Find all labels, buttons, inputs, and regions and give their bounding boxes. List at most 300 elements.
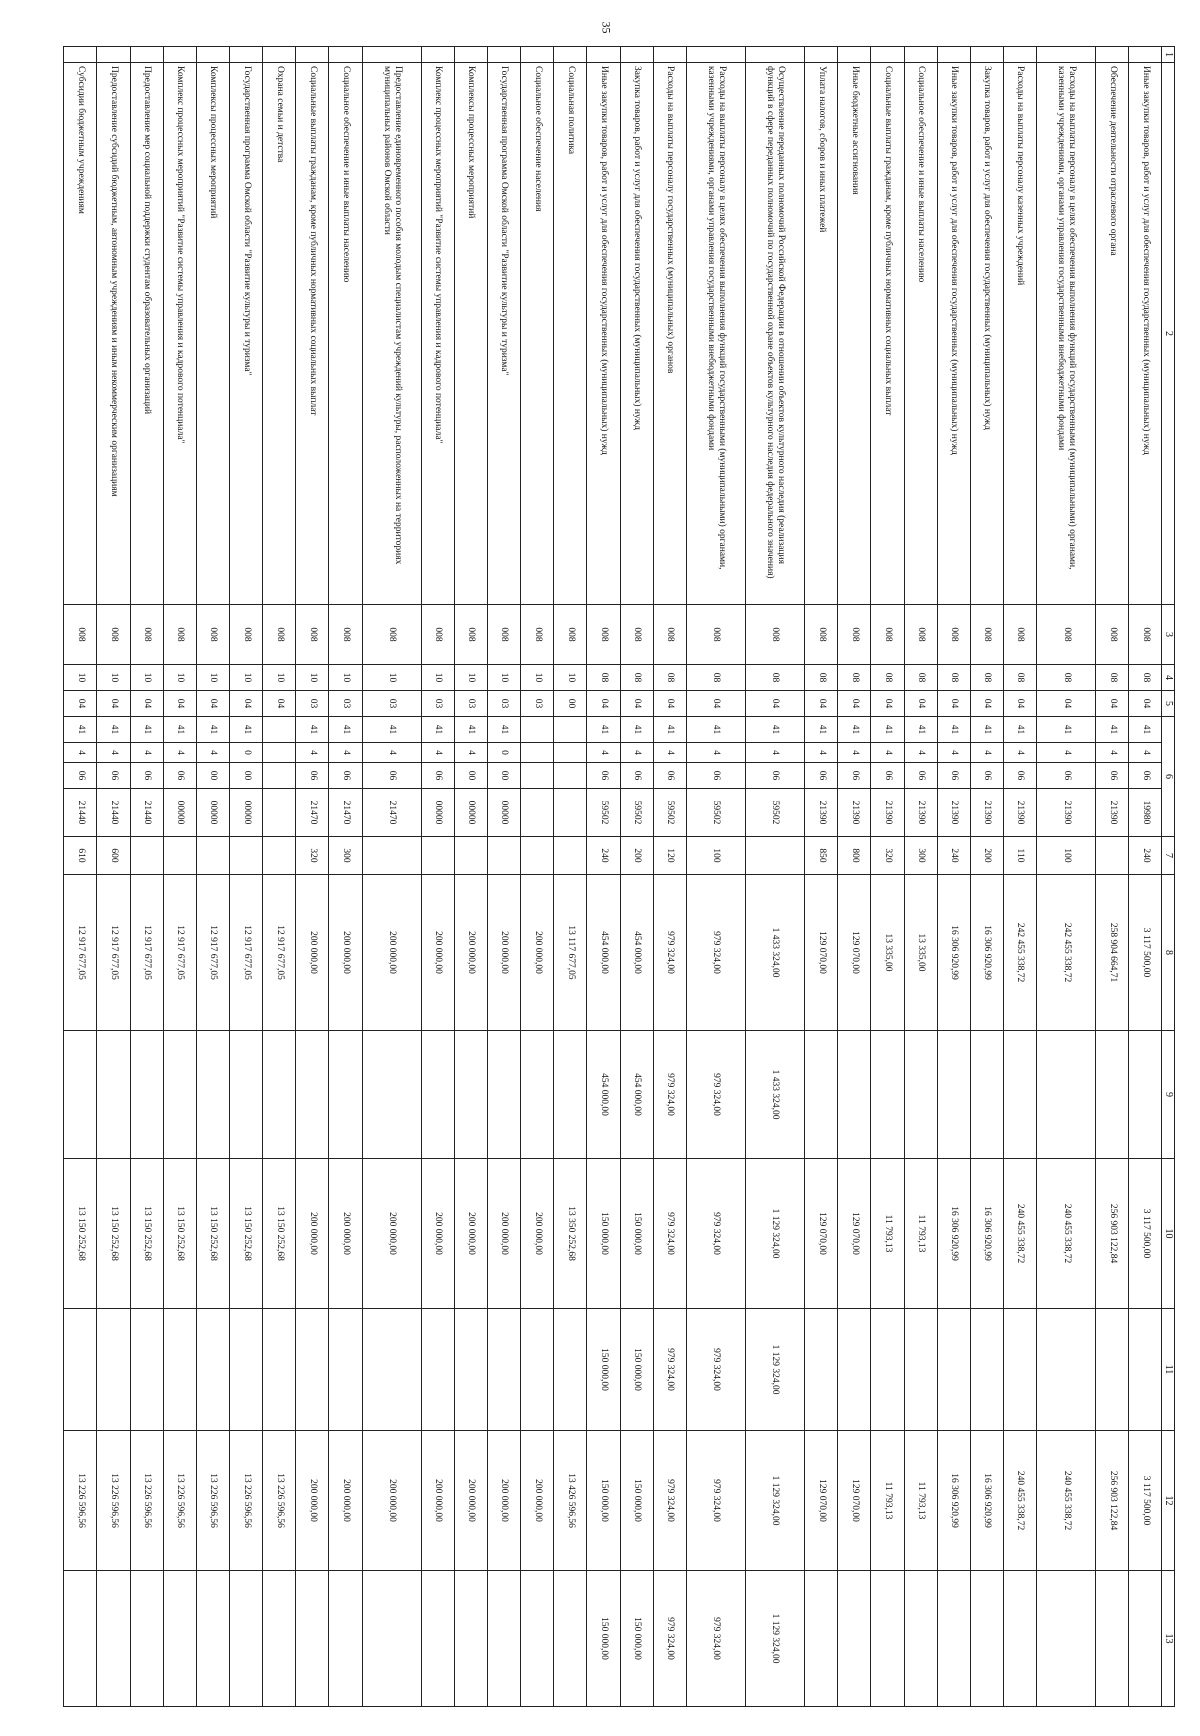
amount-col-11 [871,1309,904,1431]
code-expense-type [454,837,487,875]
amount-col-9: 979 324,00 [686,1031,745,1159]
code-program: 41 [838,717,871,743]
rotated-page [63,46,1175,1706]
amount-col-8: 1 433 324,00 [745,875,804,1031]
amount-col-12: 240 455 338,72 [1003,1431,1036,1571]
code-admin: 008 [521,605,554,665]
amount-col-11 [329,1309,362,1431]
page-number: 35 [599,21,614,34]
code-subsection: 04 [130,691,163,717]
amount-col-13 [421,1571,454,1707]
amount-col-10: 11 793,13 [904,1159,937,1309]
code-section: 10 [163,665,196,691]
code-subprogram: 4 [329,743,362,763]
code-expense-type: 100 [1037,837,1096,875]
amount-col-10: 16 306 920,99 [937,1159,970,1309]
amount-col-9 [1129,1031,1162,1159]
code-subprogram: 4 [196,743,229,763]
row-number-cell [521,47,554,63]
amount-col-10: 200 000,00 [454,1159,487,1309]
code-subsection: 04 [1096,691,1129,717]
code-activity: 06 [653,763,686,789]
code-admin: 008 [163,605,196,665]
amount-col-13: 1 129 324,00 [745,1571,804,1707]
code-activity: 06 [904,763,937,789]
table-row [1096,47,1129,1707]
amount-col-9 [130,1031,163,1159]
amount-col-13 [196,1571,229,1707]
amount-col-11 [362,1309,421,1431]
row-name: Комплекс процессных мероприятий "Развитие системы управления и кадрового потенциала" [421,63,454,605]
amount-col-11 [554,1309,587,1431]
row-number-cell [686,47,745,63]
code-admin: 008 [196,605,229,665]
amount-col-13 [296,1571,329,1707]
code-subprogram: 4 [454,743,487,763]
code-program: 41 [454,717,487,743]
code-activity [554,763,587,789]
code-subsection: 04 [686,691,745,717]
code-section: 10 [296,665,329,691]
code-section: 08 [745,665,804,691]
code-subsection: 04 [163,691,196,717]
code-section: 10 [130,665,163,691]
amount-col-13 [871,1571,904,1707]
code-section: 08 [1003,665,1036,691]
amount-col-8: 16 306 920,99 [970,875,1003,1031]
row-name: Комплекс процессных мероприятий "Развитие системы управления и кадрового потенциала" [163,63,196,605]
code-subprogram: 4 [970,743,1003,763]
table-body [64,47,1163,1707]
amount-col-10: 13 150 252,68 [130,1159,163,1309]
code-subprogram: 4 [421,743,454,763]
amount-col-8: 200 000,00 [296,875,329,1031]
code-admin: 008 [362,605,421,665]
code-subprogram: 4 [64,743,97,763]
row-name: Закупка товаров, работ и услуг для обеспечения государственных (муниципальных) нужд [620,63,653,605]
amount-col-11 [1096,1309,1129,1431]
code-expense-type: 800 [838,837,871,875]
code-expense-type [362,837,421,875]
table-row [745,47,804,1707]
code-expense-type: 850 [805,837,838,875]
code-subsection: 04 [653,691,686,717]
amount-col-10: 3 117 500,00 [1129,1159,1162,1309]
column-header: 6 [1162,717,1175,837]
code-direction [263,789,296,837]
code-subprogram [263,743,296,763]
code-subsection: 03 [454,691,487,717]
amount-col-11 [130,1309,163,1431]
row-number-cell [97,47,130,63]
code-subsection: 03 [421,691,454,717]
code-direction: 00000 [229,789,262,837]
code-subsection: 03 [329,691,362,717]
code-subprogram [521,743,554,763]
code-section: 10 [554,665,587,691]
code-subsection: 04 [838,691,871,717]
row-number-cell [1037,47,1096,63]
code-admin: 008 [329,605,362,665]
amount-col-13 [1037,1571,1096,1707]
code-direction: 59502 [686,789,745,837]
code-activity: 06 [130,763,163,789]
amount-col-10: 129 070,00 [805,1159,838,1309]
amount-col-12: 13 226 596,56 [97,1431,130,1571]
amount-col-13 [1129,1571,1162,1707]
amount-col-10: 200 000,00 [521,1159,554,1309]
amount-col-8: 16 306 920,99 [937,875,970,1031]
code-admin: 008 [1003,605,1036,665]
table-row [362,47,421,1707]
amount-col-12: 13 226 596,56 [130,1431,163,1571]
amount-col-11 [970,1309,1003,1431]
code-subprogram: 4 [1096,743,1129,763]
code-direction [554,789,587,837]
column-header: 12 [1162,1431,1175,1571]
code-activity: 00 [487,763,520,789]
code-direction: 00000 [163,789,196,837]
code-subprogram: 4 [904,743,937,763]
code-expense-type [521,837,554,875]
amount-col-13 [64,1571,97,1707]
table-row [130,47,163,1707]
code-program: 41 [686,717,745,743]
code-subprogram: 4 [620,743,653,763]
code-subsection: 04 [745,691,804,717]
code-direction: 59502 [620,789,653,837]
amount-col-8: 454 000,00 [620,875,653,1031]
code-activity: 06 [1037,763,1096,789]
code-section: 08 [686,665,745,691]
table-row [937,47,970,1707]
code-subsection: 04 [937,691,970,717]
amount-col-13 [263,1571,296,1707]
row-number-cell [130,47,163,63]
code-direction: 21390 [871,789,904,837]
row-name: Иные закупки товаров, работ и услуг для обеспечения государственных (муниципальных) нужд [1129,63,1162,605]
code-activity: 06 [620,763,653,789]
code-subsection: 04 [196,691,229,717]
table-row [838,47,871,1707]
amount-col-12: 979 324,00 [686,1431,745,1571]
row-number-cell [838,47,871,63]
code-direction: 00000 [487,789,520,837]
code-admin: 008 [970,605,1003,665]
code-activity: 06 [871,763,904,789]
code-subprogram: 4 [937,743,970,763]
amount-col-11 [263,1309,296,1431]
code-expense-type: 240 [587,837,620,875]
amount-col-10: 200 000,00 [421,1159,454,1309]
amount-col-8: 242 455 338,72 [1037,875,1096,1031]
amount-col-12: 13 226 596,56 [64,1431,97,1571]
amount-col-12: 979 324,00 [653,1431,686,1571]
amount-col-12: 200 000,00 [521,1431,554,1571]
code-activity [521,763,554,789]
code-admin: 008 [1037,605,1096,665]
code-section: 08 [1037,665,1096,691]
amount-col-11 [97,1309,130,1431]
code-direction: 00000 [196,789,229,837]
row-name: Охрана семьи и детства [263,63,296,605]
amount-col-11: 150 000,00 [620,1309,653,1431]
amount-col-9 [421,1031,454,1159]
code-activity: 06 [421,763,454,789]
row-number-cell [362,47,421,63]
code-subsection: 03 [521,691,554,717]
code-direction: 21470 [296,789,329,837]
code-activity: 00 [196,763,229,789]
code-program: 41 [97,717,130,743]
code-expense-type [421,837,454,875]
code-admin: 008 [296,605,329,665]
code-program: 41 [130,717,163,743]
row-name: Обеспечение деятельности отраслевого органа [1096,63,1129,605]
table-row [263,47,296,1707]
amount-col-13 [454,1571,487,1707]
code-program: 41 [587,717,620,743]
row-name: Иные бюджетные ассигнования [838,63,871,605]
code-direction: 21390 [838,789,871,837]
amount-col-13 [362,1571,421,1707]
code-section: 10 [64,665,97,691]
amount-col-9 [904,1031,937,1159]
code-expense-type: 100 [686,837,745,875]
code-direction: 21470 [362,789,421,837]
code-program: 41 [1129,717,1162,743]
table-row [487,47,520,1707]
code-direction: 21390 [937,789,970,837]
code-subsection: 03 [362,691,421,717]
row-name: Закупка товаров, работ и услуг для обеспечения государственных (муниципальных) нужд [970,63,1003,605]
amount-col-10: 13 150 252,68 [64,1159,97,1309]
code-section: 10 [329,665,362,691]
code-admin: 008 [653,605,686,665]
code-activity: 06 [838,763,871,789]
table-row [904,47,937,1707]
code-activity [263,763,296,789]
code-subprogram: 4 [1129,743,1162,763]
amount-col-10: 200 000,00 [487,1159,520,1309]
column-header: 2 [1162,63,1175,605]
code-program: 41 [970,717,1003,743]
code-direction: 21440 [130,789,163,837]
code-program: 41 [64,717,97,743]
code-subprogram [554,743,587,763]
code-admin: 008 [904,605,937,665]
table-row [653,47,686,1707]
code-admin: 008 [64,605,97,665]
code-direction: 21440 [97,789,130,837]
amount-col-9 [97,1031,130,1159]
code-program: 41 [620,717,653,743]
amount-col-11 [838,1309,871,1431]
amount-col-12: 129 070,00 [838,1431,871,1571]
amount-col-13: 150 000,00 [620,1571,653,1707]
code-subsection: 04 [871,691,904,717]
code-section: 08 [1129,665,1162,691]
code-section: 08 [871,665,904,691]
column-header: 7 [1162,837,1175,875]
table-row [970,47,1003,1707]
code-section: 08 [937,665,970,691]
code-direction: 21390 [1037,789,1096,837]
amount-col-8: 12 917 677,05 [196,875,229,1031]
code-activity: 06 [587,763,620,789]
amount-col-12: 16 306 920,99 [970,1431,1003,1571]
amount-col-11 [805,1309,838,1431]
amount-col-13 [904,1571,937,1707]
row-number-cell [454,47,487,63]
amount-col-11 [1037,1309,1096,1431]
amount-col-9 [1037,1031,1096,1159]
code-subprogram: 4 [686,743,745,763]
column-header: 11 [1162,1309,1175,1431]
code-admin: 008 [229,605,262,665]
code-subsection: 04 [97,691,130,717]
amount-col-12: 11 793,13 [871,1431,904,1571]
amount-col-12: 13 226 596,56 [196,1431,229,1571]
row-number-cell [229,47,262,63]
amount-col-12: 13 226 596,56 [229,1431,262,1571]
code-subprogram: 4 [163,743,196,763]
amount-col-8: 12 917 677,05 [229,875,262,1031]
code-subsection: 04 [1037,691,1096,717]
amount-col-8: 258 904 664,71 [1096,875,1129,1031]
amount-col-11: 979 324,00 [653,1309,686,1431]
table-row [454,47,487,1707]
code-admin: 008 [587,605,620,665]
column-header: 1 [1162,47,1175,63]
row-name: Социальное обеспечение и иные выплаты населению [904,63,937,605]
code-subprogram: 4 [587,743,620,763]
code-section: 10 [362,665,421,691]
amount-col-12: 13 226 596,56 [163,1431,196,1571]
code-program: 41 [229,717,262,743]
code-expense-type: 300 [904,837,937,875]
amount-col-8: 12 917 677,05 [163,875,196,1031]
amount-col-9 [362,1031,421,1159]
row-name: Социальные выплаты гражданам, кроме публичных нормативных социальных выплат [296,63,329,605]
code-subsection: 03 [487,691,520,717]
code-activity: 06 [97,763,130,789]
amount-col-9 [871,1031,904,1159]
code-admin: 008 [805,605,838,665]
code-direction: 21390 [1096,789,1129,837]
row-number-cell [487,47,520,63]
amount-col-12: 150 000,00 [587,1431,620,1571]
row-number-cell [871,47,904,63]
code-admin: 008 [745,605,804,665]
code-subsection: 04 [229,691,262,717]
amount-col-10: 150 000,00 [587,1159,620,1309]
code-admin: 008 [97,605,130,665]
row-name: Расходы на выплаты персоналу в целях обеспечения выполнения функций государственными (муниципальными) органами, казенными учреждениями, органами управления государственными внебюджетными фондами [1037,63,1096,605]
amount-col-11 [296,1309,329,1431]
code-expense-type [554,837,587,875]
row-name: Государственная программа Омской области "Развитие культуры и туризма" [229,63,262,605]
code-expense-type: 240 [1129,837,1162,875]
row-number-cell [421,47,454,63]
code-section: 08 [653,665,686,691]
amount-col-8: 13 117 677,05 [554,875,587,1031]
column-header: 4 [1162,665,1175,691]
code-activity: 06 [163,763,196,789]
amount-col-9: 454 000,00 [587,1031,620,1159]
code-activity: 06 [362,763,421,789]
code-admin: 008 [487,605,520,665]
amount-col-11 [937,1309,970,1431]
code-subsection: 04 [805,691,838,717]
code-program: 41 [196,717,229,743]
row-name: Расходы на выплаты персоналу государственных (муниципальных) органов [653,63,686,605]
row-number-cell [904,47,937,63]
amount-col-10: 16 306 920,99 [970,1159,1003,1309]
row-number-cell [296,47,329,63]
amount-col-12: 200 000,00 [329,1431,362,1571]
row-number-cell [745,47,804,63]
code-program: 41 [362,717,421,743]
table-row [229,47,262,1707]
row-name: Расходы на выплаты персоналу в целях обеспечения выполнения функций государственными (муниципальными) органами, казенными учреждениями, органами управления государственными внебюджетными фондами [686,63,745,605]
amount-col-8: 13 335,00 [904,875,937,1031]
amount-col-11 [1003,1309,1036,1431]
table-row [163,47,196,1707]
code-program [263,717,296,743]
amount-col-12: 200 000,00 [454,1431,487,1571]
code-activity: 06 [329,763,362,789]
table-row [64,47,97,1707]
code-program: 41 [421,717,454,743]
code-expense-type: 320 [296,837,329,875]
amount-col-13 [163,1571,196,1707]
amount-col-9 [263,1031,296,1159]
code-admin: 008 [1129,605,1162,665]
code-expense-type: 610 [64,837,97,875]
code-expense-type [229,837,262,875]
amount-col-13 [1096,1571,1129,1707]
amount-col-11: 1 129 324,00 [745,1309,804,1431]
row-number-cell [1129,47,1162,63]
amount-col-9 [296,1031,329,1159]
code-subprogram: 0 [487,743,520,763]
code-subprogram: 4 [362,743,421,763]
row-number-cell [329,47,362,63]
amount-col-12: 16 306 920,99 [937,1431,970,1571]
code-expense-type: 320 [871,837,904,875]
amount-col-11 [454,1309,487,1431]
amount-col-13 [1003,1571,1036,1707]
table-row [421,47,454,1707]
row-name: Комплексы процессных мероприятий [454,63,487,605]
code-subsection: 04 [620,691,653,717]
table-row [620,47,653,1707]
code-program: 41 [1037,717,1096,743]
row-name: Иные закупки товаров, работ и услуг для обеспечения государственных (муниципальных) нужд [937,63,970,605]
amount-col-10: 240 455 338,72 [1003,1159,1036,1309]
code-expense-type: 200 [970,837,1003,875]
amount-col-9: 979 324,00 [653,1031,686,1159]
amount-col-10: 13 150 252,68 [229,1159,262,1309]
code-subsection: 04 [587,691,620,717]
amount-col-12: 3 117 500,00 [1129,1431,1162,1571]
amount-col-9 [487,1031,520,1159]
code-direction: 00000 [421,789,454,837]
table-row [1037,47,1096,1707]
amount-col-11 [1129,1309,1162,1431]
code-direction [521,789,554,837]
